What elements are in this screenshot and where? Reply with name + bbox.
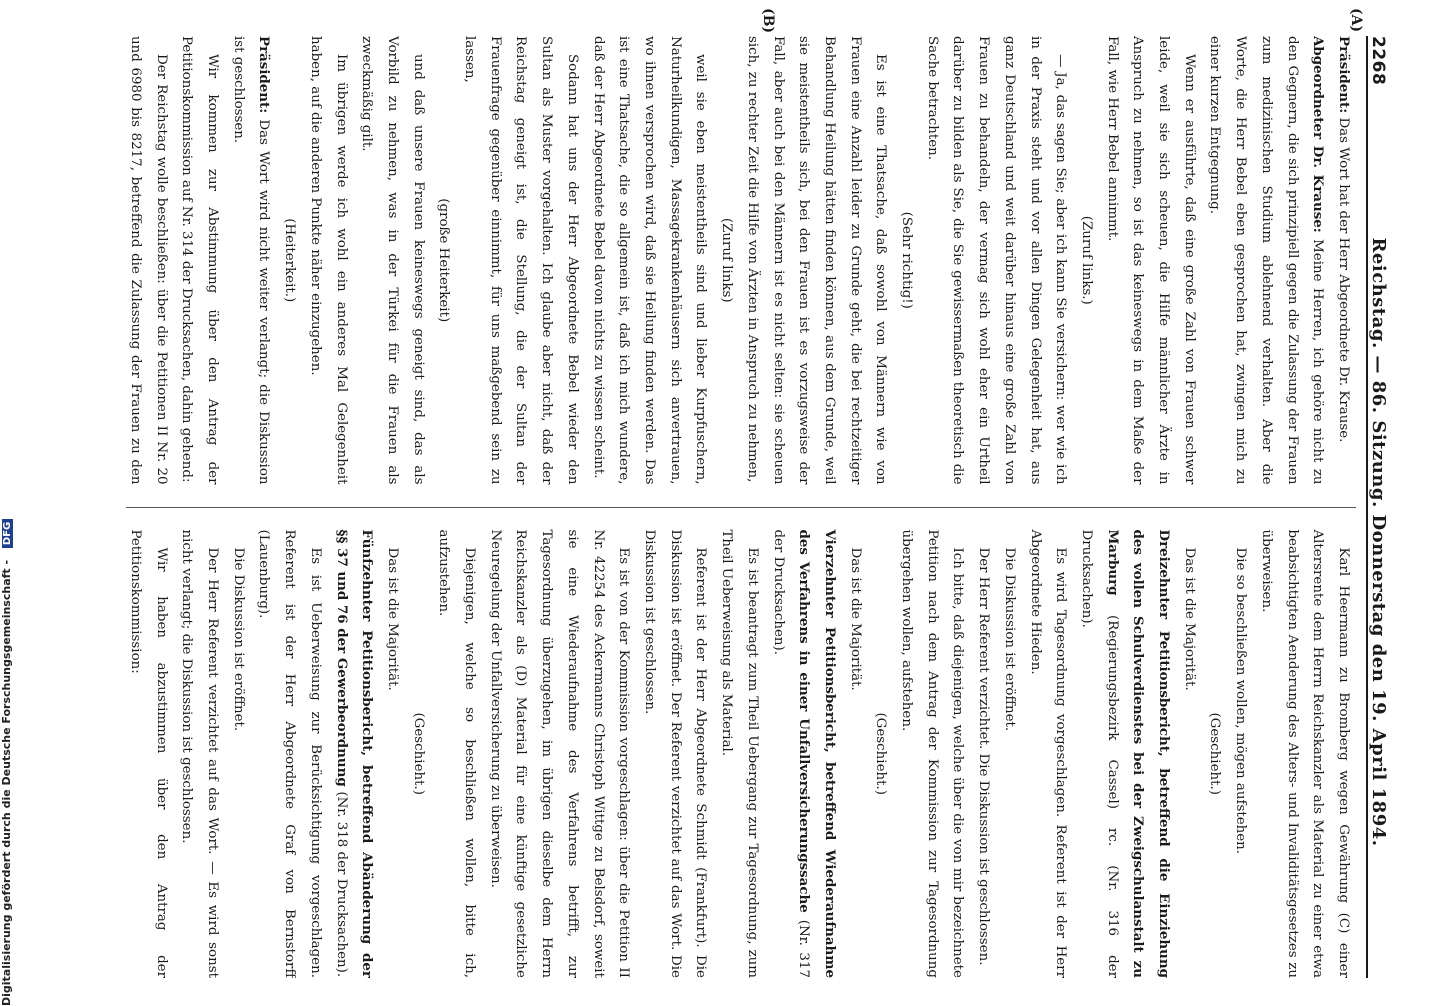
paragraph: Wir kommen zur Abstimmung über den Antrag der Petitionskommission auf Nr. 314 der Drucksachen, dahin gehend: — [179, 36, 221, 485]
paragraph: — Ja, das sagen Sie; aber ich kann Sie versichern: wer wie ich in der Praxis steht und vor allen Dingen Gelegenheit hat, aus ganz Deutschland und weit darüber hinaus eine große Zahl von Frauen zu behandeln, der vermag sich wohl eher ein Urtheil darüber zu bilden als Sie, die Sie gewissermaßen theoretisch die Sache betrachten. — [924, 36, 1069, 485]
paragraph: Das ist die Majorität. — [384, 547, 400, 691]
right-column — [126, 529, 1356, 978]
paragraph: Präsident: Das Wort hat der Herr Abgeordnete Dr. Krause. — [1336, 36, 1352, 443]
paragraph: Wenn er ausführte, daß eine große Zahl von Frauen schwer leide, weil sie sich scheuen, die Hilfe männlicher Ärzte in Anspruch zu nehmen, so ist das keineswegs in dem Maße der Fall, wie Herr Bebel annimmt. — [1104, 36, 1197, 485]
column-divider — [126, 507, 1356, 508]
paragraph: Karl Heermann zu Bromberg wegen Gewährung (C) einer Altersrente dem Herrn Reichskanzler als Material zu einer etwa beabsichtigten Aenderung des Alters- und Invaliditätsgesetzes zu überweisen. — [1258, 529, 1351, 978]
paragraph: Es ist beantragt zum Theil Uebergang zur Tagesordnung, zum Theil Ueberweisung als Material. — [719, 529, 760, 978]
paragraph: (Geschieht.) — [410, 712, 426, 795]
paragraph: (Geschieht.) — [873, 712, 889, 795]
paragraph: Ich bitte, daß diejenigen, welche über die von mir bezeichnete Petition nach dem Antrag der Kommission zur Tagesordnung übergehen wollen, aufstehen. — [899, 529, 966, 978]
page-header — [1366, 36, 1402, 978]
digitization-credit — [0, 6, 13, 1006]
paragraph: Der Reichstag wolle beschließen: über die Petitionen II Nr. 20 und 6980 bis 8217, betreffend die Zulassung der Frauen zu den — [127, 36, 169, 485]
paragraph: Vierzehnter Petitionsbericht, betreffend Wiederaufnahme des Verfahrens in einer Unfallversicherungssache (Nr. 317 der Drucksachen). — [770, 529, 838, 978]
paragraph: Dreizehnter Petitionsbericht, betreffend die Einziehung des vollen Schulverdienstes bei der Zweigschulanstalt zu Marburg (Regierungsbezirk Cassel) rc. (Nr. 316 der Drucksachen). — [1078, 529, 1173, 978]
rotated-page — [88, 0, 1412, 992]
paragraph: Abgeordneter Dr. Krause: Meine Herren, ich gehöre nicht zu den Gegnern, die sich prinzipiell gegen die Zulassung der Frauen zum medizinischen Studium ablehnend verhalten. Aber die Worte, die Herr Bebel eben gesprochen hat, zwingen mich zu einer kurzen Entgegnung. — [1207, 36, 1327, 485]
paragraph: und daß unsere Frauen keineswegs geneigt sind, das als Vorbild zu nehmen, was in der Türkei für die Frauen als zweckmäßig gilt. — [359, 36, 426, 485]
paragraph: (Heiterkeit.) — [282, 218, 298, 303]
paragraph: Die Diskussion ist eröffnet. — [230, 547, 246, 732]
paragraph: Sodann hat uns der Herr Abgeordnete Bebel wieder den Sultan als Muster vorgehalten. Ich glaube aber nicht, daß der Reichstag geneigt ist, die Stellung, die der Sultan der Frauenfrage gegenüber einnimmt, für uns maßgebend sein zu lassen, — [462, 36, 580, 485]
paragraph: Fünfzehnter Petitionsbericht, betreffend Abänderung der §§ 37 und 76 der Gewerbeordnung (Nr. 318 der Drucksachen). — [333, 529, 376, 978]
page-title: Reichstag. — 86. Sitzung. Donnerstag den 19. April 1894. — [1368, 237, 1389, 847]
paragraph: Referent ist der Herr Abgeordnete Schmidt (Frankfurt). Die Diskussion ist eröffnet. Der Referent verzichtet auf das Wort. Die Diskussion ist geschlossen. — [642, 529, 709, 978]
paragraph: Diejenigen, welche so beschließen wollen, bitte ich, aufzustehen. — [436, 529, 478, 978]
paragraph: Es ist Ueberweisung zur Berücksichtigung vorgeschlagen. Referent ist der Herr Abgeordnete Graf von Bernstorff (Lauenburg). — [256, 529, 323, 978]
credit-text: Digitalisierung gefördert durch die Deutsche Forschungsgemeinschaft - — [0, 559, 13, 1006]
paragraph: Der Herr Referent verzichtet auf das Wort. — Es wird sonst nicht verlangt; die Diskussion ist geschlossen. — [179, 529, 221, 978]
margin-mark-a: (A) — [1348, 8, 1364, 33]
paragraph: Wir haben abzustimmen über den Antrag der Petitionskommission: — [127, 529, 169, 978]
dfg-logo: DFG — [2, 519, 13, 548]
paragraph: (Zuruf links.) — [1078, 215, 1094, 305]
paragraph: (große Heiterkeit) — [436, 198, 452, 323]
paragraph: weil sie eben meistentheils sind und lieber Kurpfuschern, Naturheilkundigen, Massagekrankenhäusern sich anvertrauen, wo ihnen versprochen wird, daß sie Heilung finden werden. Das ist eine Thatsache, die so allgemein ist, daß ich mich wundere, daß der Herr Abgeordnete Bebel davon nichts zu wissen scheint. — [590, 36, 709, 485]
paragraph: Im übrigen werde ich wohl ein anderes Mal Gelegenheit haben, auf die anderen Punkte näher einzugehen. — [307, 36, 349, 485]
text-columns — [126, 36, 1356, 978]
paragraph: (Geschieht.) — [1207, 712, 1223, 795]
paragraph: Das ist die Majorität. — [847, 547, 863, 691]
paragraph: Präsident: Das Wort wird nicht weiter verlangt; die Diskussion ist geschlossen. — [230, 36, 273, 485]
page-number: 2268 — [1368, 36, 1388, 86]
margin-mark-b: (B) — [760, 8, 776, 34]
paragraph: Die Diskussion ist eröffnet. — [1001, 547, 1017, 732]
paragraph: Es ist eine Thatsache, daß sowohl von Männern wie von Frauen eine Anzahl leider zu Grunde geht, die bei rechtzeitiger Behandlung Heilung hätten finden können, aus dem Grunde, weil sie meistentheils sich, bei den Frauen ist es vorzugsweise der Fall, aber auch bei den Männern ist es nicht selten: sie scheuen sich, zu rechter Zeit die Hilfe von Ärzten in Anspruch zu nehmen, — [744, 36, 889, 485]
paragraph: Die so beschließen wollen, mögen aufstehen. — [1233, 547, 1249, 855]
paragraph: (Zuruf links) — [719, 217, 735, 303]
paragraph: (Sehr richtig!) — [899, 211, 915, 309]
paragraph: Der Herr Referent verzichtet. Die Diskussion ist geschlossen. — [976, 547, 992, 966]
paragraph: Es wird Tagesordnung vorgeschlagen. Referent ist der Herr Abgeordnete Hieden. — [1027, 529, 1069, 978]
paragraph: Das ist die Majorität. — [1181, 547, 1197, 691]
left-column — [126, 36, 1356, 485]
paragraph: Es ist von der Kommission vorgeschlagen: über die Petition II Nr. 42254 des Ackermanns Christoph Wittge zu Belsdorf, soweit sie eine Wiederaufnahme des Verfahrens betrifft, zur Tagesordnung überzugehen, im übrigen dieselbe dem Herrn Reichskanzler als (D) Material für eine künftige gesetzliche Neuregelung der Unfallversicherung zu überweisen. — [487, 529, 632, 978]
